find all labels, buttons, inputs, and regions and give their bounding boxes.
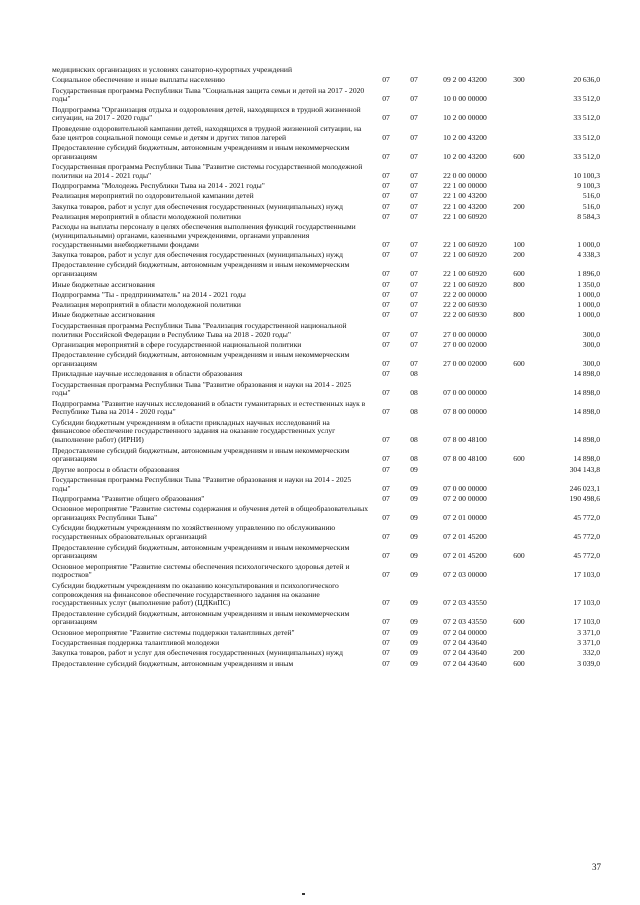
row-name: Проведение оздоровительной кампании детей, находящихся в трудной жизненной ситуации, на базе центров социальной помощи семье и детям и других типов лагерей (52, 123, 362, 142)
section-code: 07 (382, 494, 390, 504)
amount: 300,0 (582, 339, 600, 349)
expense-type-code: 600 (513, 269, 525, 279)
target-article-code: 10 2 00 43200 (443, 151, 487, 161)
amount: 516,0 (582, 201, 600, 211)
subsection-code: 07 (410, 310, 418, 320)
subsection-code: 07 (410, 279, 418, 289)
subsection-code: 09 (410, 598, 418, 608)
target-article-code: 09 2 00 43200 (443, 75, 487, 85)
subsection-code: 07 (410, 250, 418, 260)
amount: 332,0 (582, 648, 600, 658)
amount: 33 512,0 (573, 113, 600, 123)
row-name: Субсидии бюджетным учреждениям по оказанию консультирования и психологического сопровождения на финансовое обеспечение государственного задания на оказание государственных услуг (выполнение работ) (ЦДКиПС) (52, 580, 339, 608)
row-name: Прикладные научные исследования в области образования (52, 369, 243, 379)
subsection-code: 07 (410, 269, 418, 279)
target-article-code: 07 2 04 00000 (443, 627, 487, 637)
subsection-code: 07 (410, 75, 418, 85)
expense-type-code: 800 (513, 310, 525, 320)
table-row (52, 106, 600, 124)
amount: 1 000,0 (577, 289, 600, 299)
amount: 14 898,0 (573, 388, 600, 398)
amount: 45 772,0 (573, 532, 600, 542)
target-article-code: 07 2 04 43640 (443, 638, 487, 648)
subsection-code: 07 (410, 329, 418, 339)
target-article-code: 10 2 00 43200 (443, 132, 487, 142)
target-article-code: 22 1 00 60920 (443, 269, 487, 279)
table-row (52, 649, 600, 658)
section-code: 07 (382, 617, 390, 627)
target-article-code: 07 0 00 00000 (443, 483, 487, 493)
amount: 10 100,3 (573, 170, 600, 180)
target-article-code: 10 0 00 00000 (443, 94, 487, 104)
expense-type-code: 600 (513, 151, 525, 161)
section-code: 07 (382, 598, 390, 608)
amount: 8 584,3 (577, 211, 600, 221)
amount: 45 772,0 (573, 551, 600, 561)
target-article-code: 22 2 00 60930 (443, 310, 487, 320)
section-code: 07 (382, 358, 390, 368)
section-code: 07 (382, 250, 390, 260)
target-article-code: 22 1 00 60920 (443, 279, 487, 289)
table-row (52, 223, 600, 249)
subsection-code: 07 (410, 113, 418, 123)
subsection-code: 07 (410, 132, 418, 142)
expense-type-code: 600 (513, 658, 525, 668)
row-name: Организация мероприятий в сфере государственной национальной политики (52, 339, 302, 349)
subsection-code: 07 (410, 181, 418, 191)
table-row (52, 447, 600, 465)
table-row (52, 544, 600, 562)
expense-type-code: 600 (513, 454, 525, 464)
row-name: Закупка товаров, работ и услуг для обеспечения государственных (муниципальных) нужд (52, 201, 343, 211)
section-code: 07 (382, 551, 390, 561)
section-code: 07 (382, 279, 390, 289)
target-article-code: 27 0 00 02000 (443, 358, 487, 368)
target-article-code: 07 8 00 48100 (443, 454, 487, 464)
table-row (52, 213, 600, 222)
section-code: 07 (382, 239, 390, 249)
subsection-code: 07 (410, 201, 418, 211)
amount: 33 512,0 (573, 94, 600, 104)
section-code: 07 (382, 638, 390, 648)
row-name: Реализация мероприятий в области молодежной политики (52, 211, 241, 221)
row-name: медицинских организациях и условиях санаторно-курортных учреждений (52, 65, 293, 74)
section-code: 07 (382, 113, 390, 123)
amount: 1 350,0 (577, 279, 600, 289)
target-article-code: 22 0 00 00000 (443, 170, 487, 180)
table-row (52, 660, 600, 669)
row-name: Субсидии бюджетным учреждениям в области прикладных научных исследований на финансовое обеспечение государственного задания на оказание государственных услуг (выполнение работ) (ИРНИ) (52, 417, 336, 445)
target-article-code: 07 2 01 45200 (443, 532, 487, 542)
table-row (52, 182, 600, 191)
subsection-code: 09 (410, 648, 418, 658)
expense-type-code: 300 (513, 75, 525, 85)
table-row (52, 563, 600, 581)
section-code: 07 (382, 269, 390, 279)
subsection-code: 09 (410, 617, 418, 627)
subsection-code: 07 (410, 239, 418, 249)
expense-type-code: 600 (513, 551, 525, 561)
section-code: 07 (382, 454, 390, 464)
amount: 300,0 (582, 329, 600, 339)
amount: 246 023,1 (569, 483, 600, 493)
row-name: Предоставление субсидий бюджетным, автономным учреждениям и иным некоммерческим организациям (52, 608, 350, 627)
subsection-code: 07 (410, 339, 418, 349)
subsection-code: 08 (410, 388, 418, 398)
section-code: 07 (382, 483, 390, 493)
amount: 3 039,0 (577, 658, 600, 668)
row-name: Подпрограмма "Молодежь Республики Тыва на 2014 - 2021 годы" (52, 181, 265, 191)
row-name: Иные бюджетные ассигнования (52, 310, 155, 320)
section-code: 07 (382, 300, 390, 310)
table-row (52, 291, 600, 300)
section-code: 07 (382, 132, 390, 142)
section-code: 07 (382, 627, 390, 637)
table-row (52, 495, 600, 504)
subsection-code: 09 (410, 494, 418, 504)
row-name: Субсидии бюджетным учреждениям по хозяйственному управлению по обслуживанию государственных образовательных организаций (52, 523, 336, 542)
amount: 9 100,3 (577, 181, 600, 191)
amount: 516,0 (582, 191, 600, 201)
row-name: Предоставление субсидий бюджетным, автономным учреждениям и иным некоммерческим организациям (52, 542, 350, 561)
subsection-code: 08 (410, 407, 418, 417)
subsection-code: 07 (410, 289, 418, 299)
table-row (52, 66, 600, 75)
table-row (52, 311, 600, 320)
row-name: Закупка товаров, работ и услуг для обеспечения государственных (муниципальных) нужд (52, 250, 343, 260)
subsection-code: 07 (410, 191, 418, 201)
row-name: Подпрограмма "Организация отдыха и оздоровления детей, находящихся в трудной жизненной ситуации, на 2017 - 2020 годы" (52, 104, 361, 123)
expense-type-code: 800 (513, 279, 525, 289)
amount: 20 636,0 (573, 75, 600, 85)
section-code: 07 (382, 329, 390, 339)
section-code: 07 (382, 181, 390, 191)
amount: 190 498,6 (569, 494, 600, 504)
section-code: 07 (382, 170, 390, 180)
table-row (52, 629, 600, 638)
table-row (52, 610, 600, 628)
target-article-code: 22 2 00 60930 (443, 300, 487, 310)
target-article-code: 07 2 03 00000 (443, 570, 487, 580)
target-article-code: 07 2 03 43550 (443, 598, 487, 608)
row-name: Предоставление субсидий бюджетным, автономным учреждениям и иным некоммерческим организациям (52, 445, 350, 464)
target-article-code: 07 2 01 45200 (443, 551, 487, 561)
subsection-code: 09 (410, 532, 418, 542)
expense-type-code: 100 (513, 239, 525, 249)
row-name: Подпрограмма "Ты - предприниматель" на 2014 - 2021 годы (52, 289, 246, 299)
row-name: Государственная программа Республики Тыва "Развитие образования и науки на 2014 - 2025 годы" (52, 379, 352, 398)
target-article-code: 07 8 00 48100 (443, 435, 487, 445)
subsection-code: 07 (410, 300, 418, 310)
subsection-code: 09 (410, 570, 418, 580)
table-row (52, 370, 600, 379)
subsection-code: 09 (410, 551, 418, 561)
section-code: 07 (382, 339, 390, 349)
section-code: 07 (382, 310, 390, 320)
target-article-code: 22 1 00 00000 (443, 181, 487, 191)
target-article-code: 22 1 00 43200 (443, 191, 487, 201)
section-code: 07 (382, 191, 390, 201)
target-article-code: 22 1 00 43200 (443, 201, 487, 211)
target-article-code: 07 2 00 00000 (443, 494, 487, 504)
table-row (52, 301, 600, 310)
row-name: Предоставление субсидий бюджетным, автономным учреждениям и иным некоммерческим организациям (52, 142, 350, 161)
amount: 1 896,0 (577, 269, 600, 279)
table-row (52, 419, 600, 445)
amount: 17 103,0 (573, 617, 600, 627)
amount: 300,0 (582, 358, 600, 368)
target-article-code: 07 2 04 43640 (443, 648, 487, 658)
expense-type-code: 600 (513, 617, 525, 627)
expense-type-code: 200 (513, 648, 525, 658)
row-name: Иные бюджетные ассигнования (52, 279, 155, 289)
amount: 33 512,0 (573, 151, 600, 161)
section-code: 07 (382, 648, 390, 658)
section-code: 07 (382, 435, 390, 445)
section-code: 07 (382, 211, 390, 221)
table-row (52, 322, 600, 340)
budget-table (52, 66, 600, 670)
row-name: Государственная поддержка талантливой молодежи (52, 638, 220, 648)
table-row (52, 281, 600, 290)
table-row (52, 203, 600, 212)
row-name: Реализация мероприятий в области молодежной политики (52, 300, 241, 310)
scan-artifact-dot (302, 893, 305, 895)
target-article-code: 07 2 01 00000 (443, 513, 487, 523)
subsection-code: 07 (410, 151, 418, 161)
target-article-code: 10 2 00 00000 (443, 113, 487, 123)
section-code: 07 (382, 513, 390, 523)
expense-type-code: 200 (513, 201, 525, 211)
table-row (52, 125, 600, 143)
target-article-code: 22 2 00 00000 (443, 289, 487, 299)
subsection-code: 09 (410, 658, 418, 668)
target-article-code: 07 8 00 00000 (443, 407, 487, 417)
target-article-code: 22 1 00 60920 (443, 211, 487, 221)
section-code: 07 (382, 75, 390, 85)
subsection-code: 09 (410, 464, 418, 474)
subsection-code: 09 (410, 513, 418, 523)
amount: 3 371,0 (577, 638, 600, 648)
table-row (52, 381, 600, 399)
subsection-code: 09 (410, 627, 418, 637)
row-name: Реализация мероприятий по оздоровительной кампании детей (52, 191, 254, 201)
section-code: 07 (382, 570, 390, 580)
amount: 1 000,0 (577, 239, 600, 249)
row-name: Государственная программа Республики Тыва "Реализация государственной национальной политики Российской Федерации в Республике Тыва на 2018 - 2020 годы" (52, 320, 347, 339)
subsection-code: 07 (410, 358, 418, 368)
amount: 45 772,0 (573, 513, 600, 523)
section-code: 07 (382, 532, 390, 542)
target-article-code: 07 0 00 00000 (443, 388, 487, 398)
amount: 3 371,0 (577, 627, 600, 637)
row-name: Основное мероприятие "Развитие системы поддержки талантливых детей" (52, 627, 295, 637)
amount: 14 898,0 (573, 407, 600, 417)
subsection-code: 08 (410, 454, 418, 464)
section-code: 07 (382, 369, 390, 379)
target-article-code: 07 2 04 43640 (443, 658, 487, 668)
row-name: Основное мероприятие "Развитие системы содержания и обучения детей в общеобразовательных организациях Республики Тыва" (52, 504, 369, 523)
section-code: 07 (382, 201, 390, 211)
section-code: 07 (382, 94, 390, 104)
amount: 4 338,3 (577, 250, 600, 260)
subsection-code: 07 (410, 211, 418, 221)
section-code: 07 (382, 658, 390, 668)
row-name: Предоставление субсидий бюджетным, автономным учреждениям и иным некоммерческим организациям (52, 260, 350, 279)
amount: 17 103,0 (573, 570, 600, 580)
row-name: Основное мероприятие "Развитие системы обеспечения психологического здоровья детей и подростков" (52, 561, 350, 580)
section-code: 07 (382, 464, 390, 474)
table-row (52, 192, 600, 201)
table-row (52, 261, 600, 279)
table-row (52, 163, 600, 181)
row-name: Государственная программа Республики Тыва "Развитие системы государственной молодежной политики на 2014 - 2021 годы" (52, 161, 363, 180)
subsection-code: 08 (410, 435, 418, 445)
target-article-code: 27 0 00 02000 (443, 339, 487, 349)
table-row (52, 476, 600, 494)
table-row (52, 400, 600, 418)
section-code: 07 (382, 289, 390, 299)
target-article-code: 22 1 00 60920 (443, 250, 487, 260)
row-name: Подпрограмма "Развитие общего образования" (52, 494, 205, 504)
amount: 17 103,0 (573, 598, 600, 608)
row-name: Подпрограмма "Развитие научных исследований в области гуманитарных и естественных наук в Республике Тыва на 2014 - 2020 годы" (52, 398, 366, 417)
table-row (52, 144, 600, 162)
subsection-code: 07 (410, 170, 418, 180)
expense-type-code: 200 (513, 250, 525, 260)
target-article-code: 07 2 03 43550 (443, 617, 487, 627)
table-row (52, 87, 600, 105)
page-number: 37 (592, 862, 601, 872)
expense-type-code: 600 (513, 358, 525, 368)
row-name: Государственная программа Республики Тыва "Развитие образования и науки на 2014 - 2025 годы" (52, 474, 352, 493)
table-row (52, 524, 600, 542)
row-name: Предоставление субсидий бюджетным, автономным учреждениям и иным (52, 658, 294, 668)
amount: 1 000,0 (577, 310, 600, 320)
section-code: 07 (382, 151, 390, 161)
target-article-code: 27 0 00 00000 (443, 329, 487, 339)
subsection-code: 07 (410, 94, 418, 104)
row-name: Социальное обеспечение и иные выплаты населению (52, 75, 225, 85)
row-name: Предоставление субсидий бюджетным, автономным учреждениям и иным некоммерческим организациям (52, 350, 350, 368)
table-row (52, 466, 600, 475)
section-code: 07 (382, 388, 390, 398)
target-article-code: 22 1 00 60920 (443, 239, 487, 249)
table-row (52, 351, 600, 369)
table-row (52, 639, 600, 648)
table-row (52, 341, 600, 350)
table-row (52, 505, 600, 523)
subsection-code: 09 (410, 483, 418, 493)
table-row (52, 582, 600, 608)
table-row (52, 251, 600, 260)
table-row (52, 76, 600, 85)
row-name: Другие вопросы в области образования (52, 464, 180, 474)
amount: 14 898,0 (573, 435, 600, 445)
amount: 14 898,0 (573, 454, 600, 464)
subsection-code: 09 (410, 638, 418, 648)
row-name: Закупка товаров, работ и услуг для обеспечения государственных (муниципальных) нужд (52, 648, 343, 658)
amount: 14 898,0 (573, 369, 600, 379)
row-name: Государственная программа Республики Тыва "Социальная защита семьи и детей на 2017 - 2020 годы" (52, 85, 365, 104)
section-code: 07 (382, 407, 390, 417)
row-name: Расходы на выплаты персоналу в целях обеспечения выполнения функций государственными (муниципальными) органами, казенными учреждениями, органами управления государственными внебюджетными фондами (52, 222, 356, 249)
subsection-code: 08 (410, 369, 418, 379)
amount: 1 000,0 (577, 300, 600, 310)
amount: 33 512,0 (573, 132, 600, 142)
amount: 304 143,8 (569, 464, 600, 474)
